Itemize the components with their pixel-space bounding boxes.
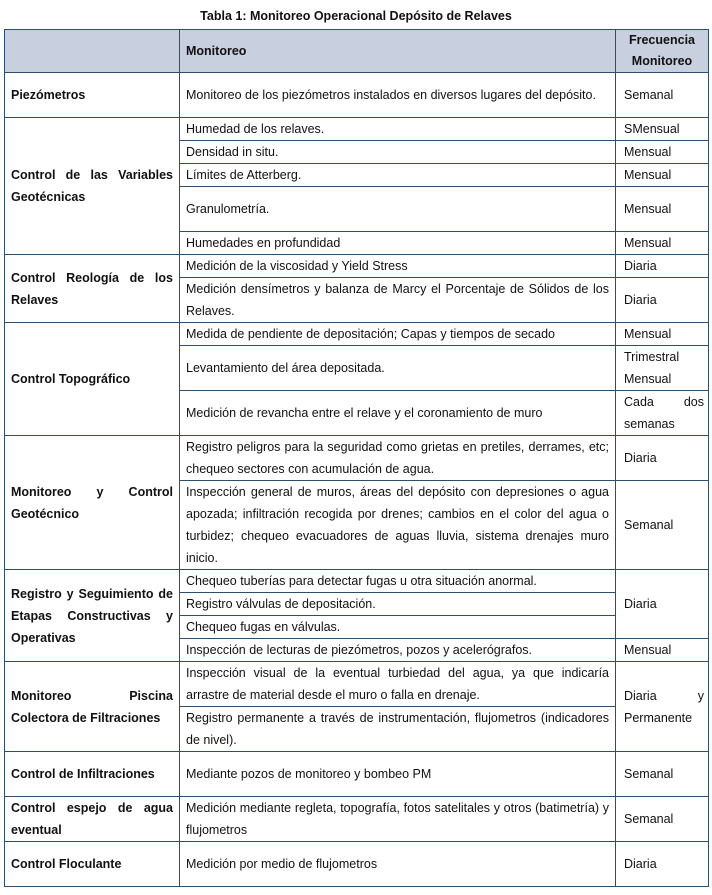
table-row [5,436,709,481]
monitoring-cell: Medida de pendiente de depositación; Capas y tiempos de secado [180,323,616,346]
header-frequency [616,30,709,73]
frequency-cell: Diaria [616,255,709,278]
monitoring-cell: Levantamiento del área depositada. [180,346,616,391]
frequency-cell: Trimestral Mensual [616,346,709,391]
category-cell: Control de las Variables Geotécnicas [5,118,180,255]
frequency-cell: Mensual [616,639,709,662]
monitoring-cell: Humedades en profundidad [180,232,616,255]
category-cell: Control Reología de los Relaves [5,255,180,323]
frequency-cell: Diaria [616,842,709,887]
monitoring-cell: Medición de revancha entre el relave y el coronamiento de muro [180,391,616,436]
header-row [5,30,709,73]
frequency-cell: SMensual [616,118,709,141]
category-cell: Monitoreo Piscina Colectora de Filtraciones [5,662,180,752]
table-row [5,662,709,707]
frequency-cell: Mensual [616,187,709,232]
header-category [5,30,180,73]
table-row [5,752,709,797]
monitoring-cell: Registro permanente a través de instrumentación, flujometros (indicadores de nivel). [180,707,616,752]
table-row [5,73,709,118]
frequency-cell: Cada dos semanas [616,391,709,436]
frequency-cell: Diaria [616,278,709,323]
frequency-cell: Semanal [616,481,709,570]
category-cell: Control de Infiltraciones [5,752,180,797]
monitoring-cell: Límites de Atterberg. [180,164,616,187]
table-row [5,118,709,141]
monitoring-cell: Medición de la viscosidad y Yield Stress [180,255,616,278]
frequency-cell: Mensual [616,323,709,346]
frequency-cell: Mensual [616,164,709,187]
monitoring-cell: Mediante pozos de monitoreo y bombeo PM [180,752,616,797]
frequency-cell: Mensual [616,141,709,164]
monitoring-cell: Monitoreo de los piezómetros instalados en diversos lugares del depósito. [180,73,616,118]
frequency-cell: Semanal [616,73,709,118]
table-row [5,797,709,842]
monitoring-cell: Inspección de lecturas de piezómetros, pozos y acelerógrafos. [180,639,616,662]
category-cell: Control espejo de agua eventual [5,797,180,842]
frequency-cell: Diaria [616,570,709,639]
monitoring-cell: Densidad in situ. [180,141,616,164]
category-cell: Control Floculante [5,842,180,887]
monitoring-cell: Registro válvulas de depositación. [180,593,616,616]
table-row [5,255,709,278]
monitoring-cell: Medición mediante regleta, topografía, fotos satelitales y otros (batimetría) y flujometros [180,797,616,842]
table-row [5,842,709,887]
category-cell: Registro y Seguimiento de Etapas Constructivas y Operativas [5,570,180,662]
monitoring-cell: Inspección visual de la eventual turbiedad del agua, ya que indicaría arrastre de material desde el muro o falla en drenaje. [180,662,616,707]
header-monitoring: Monitoreo [180,30,616,73]
category-cell: Control Topográfico [5,323,180,436]
table-caption: Tabla 1: Monitoreo Operacional Depósito de Relaves [200,9,512,23]
monitoring-cell: Registro peligros para la seguridad como grietas en pretiles, derrames, etc; chequeo sectores con acumulación de agua. [180,436,616,481]
frequency-cell: Semanal [616,797,709,842]
monitoring-cell: Granulometría. [180,187,616,232]
monitoring-table [4,29,709,887]
category-cell: Monitoreo y Control Geotécnico [5,436,180,570]
monitoring-cell: Medición por medio de flujometros [180,842,616,887]
frequency-cell: Diaria y Permanente [616,662,709,752]
monitoring-cell: Inspección general de muros, áreas del depósito con depresiones o agua apozada; infiltración recogida por drenes; cambios en el color del agua o turbidez; chequeo evacuadores de aguas lluvia, sistema drenajes muro inicio. [180,481,616,570]
frequency-cell: Semanal [616,752,709,797]
header-frequency-line1: Frecuencia [628,33,695,47]
category-cell: Piezómetros [5,73,180,118]
table-row [5,570,709,593]
frequency-cell: Diaria [616,436,709,481]
header-frequency-line2: Monitoreo [631,54,693,68]
monitoring-cell: Humedad de los relaves. [180,118,616,141]
monitoring-cell: Chequeo tuberías para detectar fugas u otra situación anormal. [180,570,616,593]
table-row [5,323,709,346]
frequency-cell: Mensual [616,232,709,255]
monitoring-cell: Chequeo fugas en válvulas. [180,616,616,639]
monitoring-cell: Medición densímetros y balanza de Marcy el Porcentaje de Sólidos de los Relaves. [180,278,616,323]
